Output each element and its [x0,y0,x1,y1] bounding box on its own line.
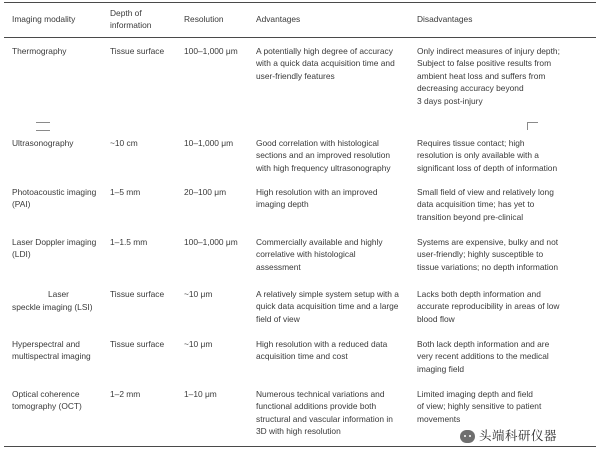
cell-line: Subject to false positive results from [417,58,552,69]
cell-line: A potentially high degree of accuracy [256,46,393,56]
cell-depth [110,288,164,300]
cell-line: ~10 cm [110,138,138,148]
cell-modality [12,236,96,261]
cell-modality-continued [12,301,93,313]
table-header-rule [4,37,596,38]
header-disadvantages: Disadvantages [417,14,473,24]
cell-line: 100–1,000 μm [184,237,238,247]
cell-line: High resolution with an improved [256,187,378,197]
cell-line: quick data acquisition time and a large [256,301,399,312]
cell-line: user-friendly features [256,70,335,81]
watermark [458,428,559,444]
cell-disadvantages [417,186,554,223]
cell-line: functional additions provide both [256,401,377,412]
header-advantages: Advantages [256,14,301,24]
cell-line: speckle imaging (LSI) [12,302,93,312]
cell-line: decreasing accuracy beyond [417,83,524,94]
cell-line: 100–1,000 μm [184,46,238,56]
cell-line: Optical coherence [12,389,80,399]
cell-line: resolution is only available with a [417,150,539,161]
cell-line: movements [417,413,461,424]
cell-line: A relatively simple system setup with a [256,289,399,299]
cell-line: structural and vascular information in [256,413,393,424]
cell-line: Only indirect measures of injury depth; [417,46,560,56]
cell-depth [110,236,147,248]
header-depth-line1: Depth of [110,8,142,18]
cell-advantages [256,186,378,211]
cell-line: imaging field [417,363,465,374]
cell-line: 3 days post-injury [417,95,483,106]
cell-line: Small field of view and relatively long [417,187,554,197]
cell-depth [110,186,140,198]
cell-line: Thermography [12,46,67,56]
cell-line: correlative with histological [256,249,356,260]
cell-line: tomography (OCT) [12,401,82,412]
cell-line: 1–10 μm [184,389,217,399]
cell-line: blood flow [417,313,455,324]
cell-advantages [256,137,391,174]
cell-modality [12,388,82,413]
cell-line: ~10 μm [184,289,213,299]
cell-modality [12,45,66,57]
cell-resolution [184,236,238,248]
cell-line: with a quick data acquisition time and [256,58,395,69]
cell-line: ~10 μm [184,339,213,349]
cell-line: Good correlation with histological [256,138,379,148]
cell-resolution [184,137,233,149]
cell-resolution [184,45,238,57]
cell-advantages [256,388,393,438]
cell-line: significant loss of depth of information [417,162,558,173]
cell-line: Photoacoustic imaging [12,187,97,197]
cell-line: acquisition time and cost [256,351,348,362]
cell-line: sections and an improved resolution [256,150,391,161]
cell-line: transition beyond pre-clinical [417,211,524,222]
watermark-text: 头端科研仪器 [479,427,558,443]
cell-disadvantages [417,338,549,375]
cell-advantages [256,338,387,363]
cell-line: Laser [48,289,69,299]
cell-line: 1–1.5 mm [110,237,148,247]
cell-line: Lacks both depth information and [417,289,541,299]
cell-line: accurate reproducibility in areas of low [417,301,560,312]
cell-line: Hyperspectral and [12,339,80,349]
cell-line: assessment [256,261,301,272]
cell-modality [48,288,69,300]
cell-line: (LDI) [12,249,31,260]
cell-line: tissue variations; no depth information [417,261,559,272]
cell-line: imaging depth [256,199,309,210]
cell-line: Tissue surface [110,339,165,349]
cell-line: Requires tissue contact; high [417,138,525,148]
cell-line: 10–1,000 μm [184,138,234,148]
cell-line: Both lack depth information and are [417,339,550,349]
cell-resolution [184,186,226,198]
cell-line: 1–2 mm [110,389,141,399]
page-break-mark-right [527,122,538,130]
cell-advantages [256,45,395,82]
cell-resolution [184,288,212,300]
cell-line: 3D with high resolution [256,426,341,437]
cell-line: of view; highly sensitive to patient [417,401,542,412]
cell-line: Laser Doppler imaging [12,237,97,247]
table-bottom-rule [4,446,596,447]
cell-line: Numerous technical variations and [256,389,385,399]
cell-line: 1–5 mm [110,187,141,197]
cell-disadvantages [417,137,557,174]
cell-advantages [256,288,399,325]
cell-line: Commercially available and highly [256,237,383,247]
cell-resolution [184,388,217,400]
cell-modality [12,338,91,363]
cell-line: Systems are expensive, bulky and not [417,237,559,247]
cell-line: multispectral imaging [12,351,91,362]
cell-disadvantages [417,388,541,425]
cell-line: Tissue surface [110,46,165,56]
page-break-mark-left [36,122,50,131]
cell-line: field of view [256,313,300,324]
cell-line: 20–100 μm [184,187,227,197]
cell-line: with high frequency ultrasonography [256,162,391,173]
cell-disadvantages [417,236,558,273]
cell-disadvantages [417,288,559,325]
cell-line: High resolution with a reduced data [256,339,388,349]
wechat-icon [460,430,475,443]
cell-line: (PAI) [12,199,31,210]
cell-depth [110,45,164,57]
cell-resolution [184,338,212,350]
cell-line: Tissue surface [110,289,165,299]
cell-depth [110,388,140,400]
cell-modality [12,137,73,149]
header-depth-line2: information [110,20,152,31]
cell-line: Ultrasonography [12,138,74,148]
cell-line: very recent additions to the medical [417,351,549,362]
cell-modality [12,186,96,211]
header-depth-of-information [110,7,151,32]
cell-line: Limited imaging depth and field [417,389,533,399]
cell-advantages [256,236,383,273]
cell-line: ambient heat loss and suffers from [417,70,546,81]
cell-line: data acquisition time; has yet to [417,199,535,210]
header-imaging-modality: Imaging modality [12,14,76,24]
cell-disadvantages [417,45,560,107]
cell-line: user-friendly; highly susceptible to [417,249,544,260]
cell-depth [110,338,164,350]
header-resolution: Resolution [184,14,224,24]
table-top-rule [4,2,596,3]
cell-depth [110,137,138,149]
